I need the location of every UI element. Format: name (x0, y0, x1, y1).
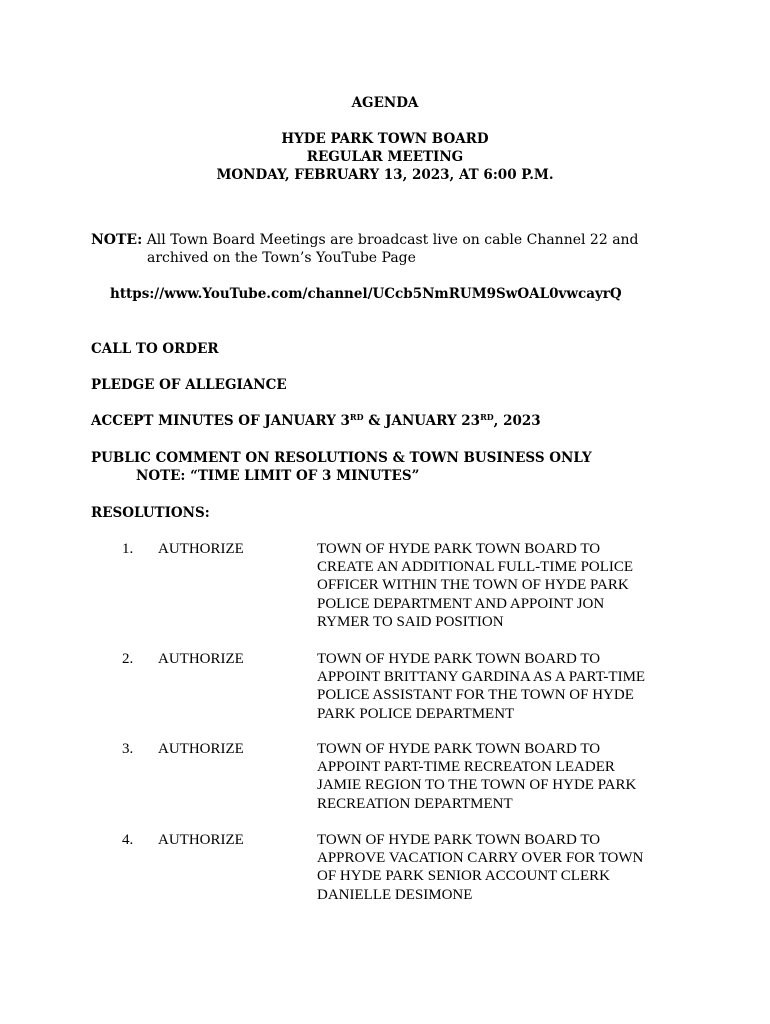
broadcast-note (91, 231, 639, 249)
resolution-number: 1. (122, 541, 134, 557)
minutes-sup-2: RD (480, 412, 494, 422)
resolution-number: 4. (122, 832, 134, 848)
meeting-type: REGULAR MEETING (306, 149, 464, 165)
resolution-line: RYMER TO SAID POSITION (317, 613, 504, 630)
resolution-verb: AUTHORIZE (158, 741, 244, 757)
agenda-title: AGENDA (351, 95, 419, 111)
resolution-verb: AUTHORIZE (158, 541, 244, 557)
resolution-number: 3. (122, 741, 134, 757)
note-line-2: archived on the Town’s YouTube Page (147, 250, 416, 266)
resolution-line: APPOINT PART-TIME RECREATON LEADER (317, 759, 615, 776)
pledge-of-allegiance: PLEDGE OF ALLEGIANCE (91, 377, 287, 393)
time-limit-note: NOTE: “TIME LIMIT OF 3 MINUTES” (136, 468, 420, 484)
public-comment: PUBLIC COMMENT ON RESOLUTIONS & TOWN BUSINESS ONLY (91, 450, 592, 466)
board-name: HYDE PARK TOWN BOARD (281, 131, 489, 147)
resolution-description (317, 740, 687, 813)
resolution-line: POLICE ASSISTANT FOR THE TOWN OF HYDE (317, 687, 634, 704)
minutes-text-b: & JANUARY 23 (363, 413, 481, 429)
resolution-description (317, 650, 687, 723)
resolution-line: DANIELLE DESIMONE (317, 886, 473, 903)
resolution-line: POLICE DEPARTMENT AND APPOINT JON (317, 595, 605, 612)
resolution-line: OFFICER WITHIN THE TOWN OF HYDE PARK (317, 577, 629, 594)
minutes-text-a: ACCEPT MINUTES OF JANUARY 3 (91, 413, 350, 429)
resolution-line: APPOINT BRITTANY GARDINA AS A PART-TIME (317, 669, 646, 686)
resolution-number: 2. (122, 651, 134, 667)
note-line-1: All Town Board Meetings are broadcast live on cable Channel 22 and (142, 232, 639, 248)
resolution-line: APPROVE VACATION CARRY OVER FOR TOWN (317, 850, 644, 867)
minutes-text-c: , 2023 (493, 413, 541, 429)
resolution-line: JAMIE REGION TO THE TOWN OF HYDE PARK (317, 777, 637, 794)
resolution-line: OF HYDE PARK SENIOR ACCOUNT CLERK (317, 868, 610, 885)
resolution-description (317, 540, 687, 631)
resolution-line: TOWN OF HYDE PARK TOWN BOARD TO (317, 651, 601, 667)
resolutions-heading: RESOLUTIONS: (91, 505, 210, 521)
youtube-link[interactable]: https://www.YouTube.com/channel/UCcb5NmRUM9SwOAL0vwcayrQ (110, 286, 622, 302)
call-to-order: CALL TO ORDER (91, 341, 219, 357)
resolution-verb: AUTHORIZE (158, 651, 244, 667)
accept-minutes (91, 412, 541, 430)
minutes-sup-1: RD (349, 412, 364, 422)
resolution-line: PARK POLICE DEPARTMENT (317, 705, 515, 722)
resolution-line: RECREATION DEPARTMENT (317, 795, 513, 812)
note-label: NOTE: (91, 232, 143, 248)
resolution-line: TOWN OF HYDE PARK TOWN BOARD TO (317, 741, 601, 757)
resolution-line: CREATE AN ADDITIONAL FULL-TIME POLICE (317, 559, 634, 576)
resolution-verb: AUTHORIZE (158, 832, 244, 848)
resolution-line: TOWN OF HYDE PARK TOWN BOARD TO (317, 541, 601, 557)
resolution-description (317, 831, 687, 904)
meeting-date: MONDAY, FEBRUARY 13, 2023, AT 6:00 P.M. (216, 167, 554, 183)
resolution-line: TOWN OF HYDE PARK TOWN BOARD TO (317, 832, 601, 848)
